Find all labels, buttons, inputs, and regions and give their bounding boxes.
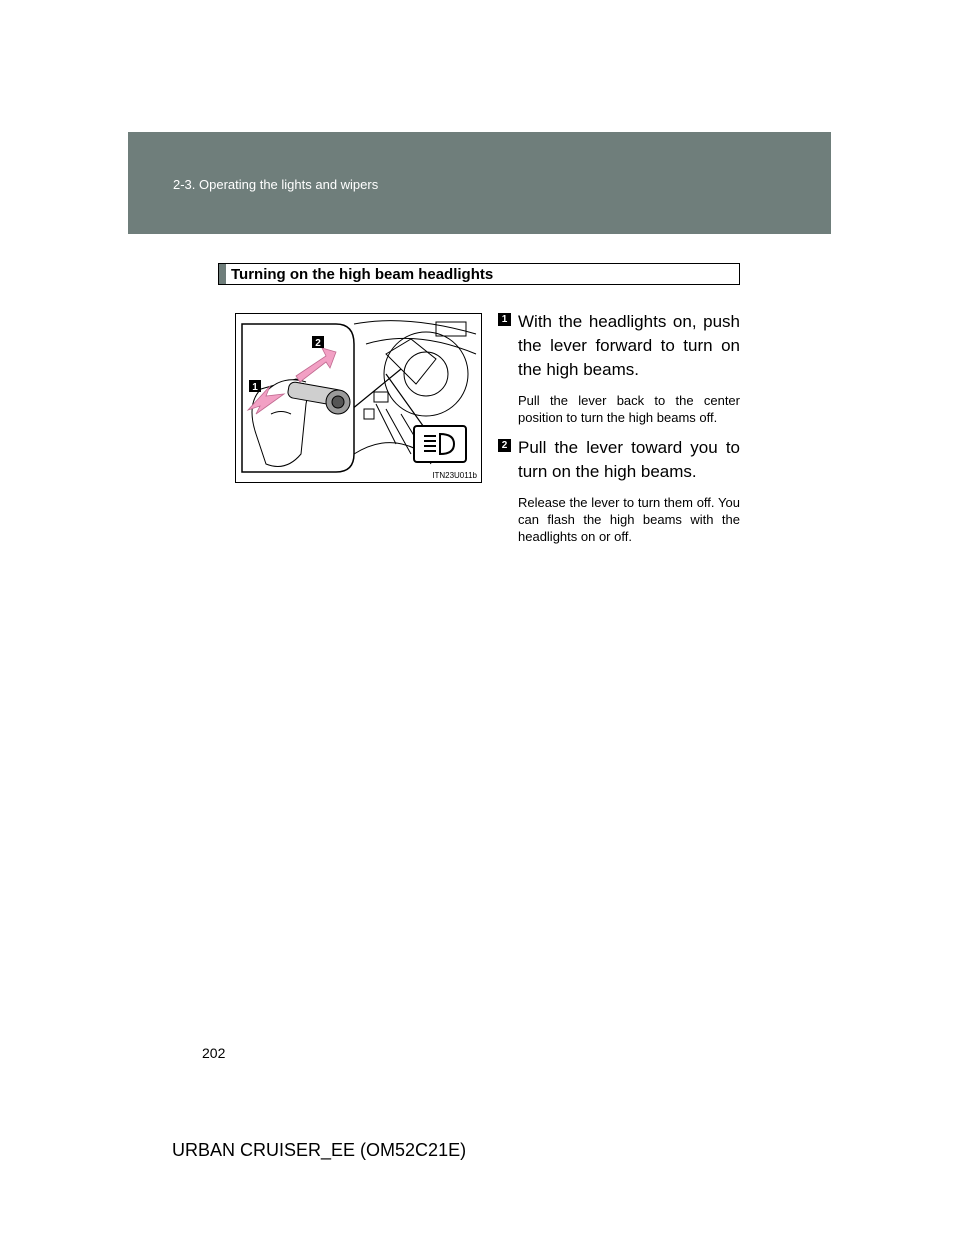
step-instruction: Pull the lever toward you to turn on the high beams. [518,438,740,481]
step-instruction: With the headlights on, push the lever forward to turn on the high beams. [518,312,740,379]
figure-tag-1-text: 1 [252,382,258,393]
figure-tag-2-text: 2 [315,338,321,349]
lever-drawing [236,314,483,484]
step-number-badge: 2 [498,439,511,452]
step-item [498,436,740,545]
manual-footer: URBAN CRUISER_EE (OM52C21E) [172,1140,467,1160]
figure-code: ITN23U011b [432,471,477,480]
chapter-header [128,132,831,234]
step-note: Pull the lever back to the center position to turn the high beams off. [518,393,740,425]
steps-list [498,310,740,555]
page-number: 202 [202,1045,226,1061]
headlight-lever-illustration [235,313,482,483]
section-title-accent [219,264,226,284]
step-item [498,310,740,426]
step-note: Release the lever to turn them off. You can flash the high beams with the headlights on or off. [518,495,740,544]
section-title-box [218,263,740,285]
breadcrumb: 2-3. Operating the lights and wipers [173,177,379,192]
section-title: Turning on the high beam headlights [231,266,494,283]
step-number-badge: 1 [498,313,511,326]
